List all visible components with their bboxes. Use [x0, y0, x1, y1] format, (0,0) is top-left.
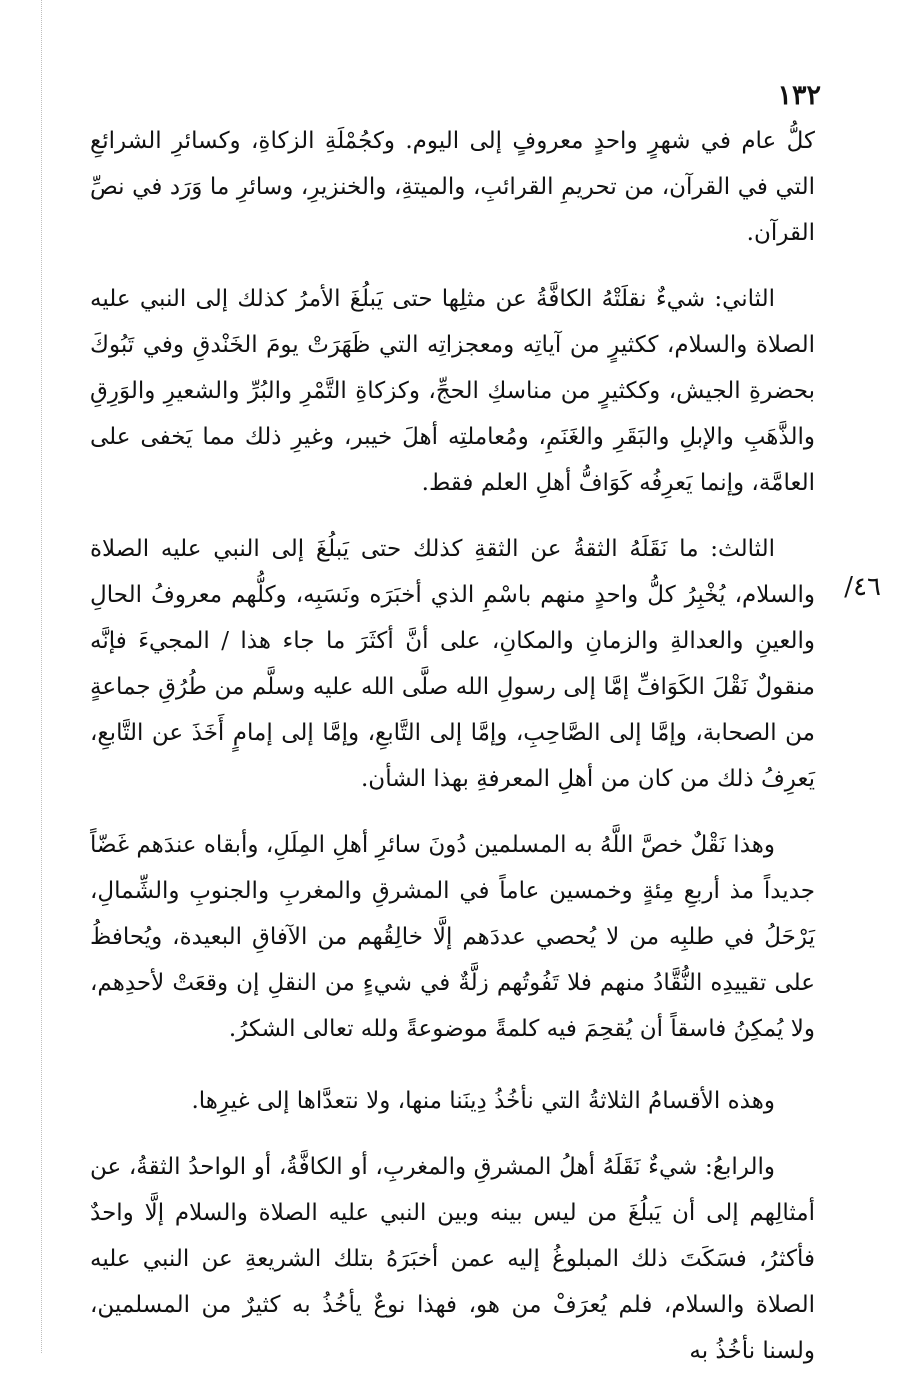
margin-page-reference: ٤٦/: [844, 572, 881, 602]
page-number: ١٣٢: [777, 80, 821, 111]
paragraph-three-categories-summary: وهذه الأقسامُ الثلاثةُ التي نأخُذُ دِينَنا منها، ولا نتعدَّاها إلى غيرِها.: [191, 1088, 775, 1114]
paragraph-second-category: الثاني: شيءٌ نقلَتْهُ الكافَّةُ عن مثلِها حتى يَبلُغَ الأمرُ كذلك إلى النبي عليه الصلاة والسلام، ككثيرٍ من آياتِه ومعجزاتِه التي ظَهَرَتْ يومَ الخَنْدقِ وفي تَبُوكَ بحضرةِ الجيش، وككثيرٍ من مناسكِ الحجِّ، وكزكاةِ التَّمْرِ والبُرِّ والشعيرِ والوَرِقِ والذَّهَبِ والإبلِ والبَقَرِ والغَنَمِ، ومُعاملتِه أهلَ خيبر، وغيرِ ذلك مما يَخفى على العامَّة، وإنما يَعرِفُه كَوَافُّ أهلِ العلم فقط.: [90, 286, 815, 496]
page-body: [90, 118, 815, 1394]
paragraph-continuation: كلُّ عام في شهرٍ واحدٍ معروفٍ إلى اليوم. وكجُمْلَةِ الزكاةِ، وكسائرِ الشرائعِ التي في القرآن، من تحريمِ القرائبِ، والميتةِ، والخنزيرِ، وسائرِ ما وَرَد في نصِّ القرآن.: [90, 128, 815, 246]
scan-edge-line: [41, 0, 42, 1353]
paragraph-transmission-praise: وهذا نَقْلٌ خصَّ اللَّهُ به المسلمين دُونَ سائرِ أهلِ المِلَلِ، وأبقاه عندَهم غَضّاً جديداً مذ أربعِ مِئةٍ وخمسين عاماً في المشرقِ والمغربِ والجنوبِ والشِّمالِ، يَرْحَلُ في طلبِه من لا يُحصي عددَهم إلَّا خالِقُهم من الآفاقِ البعيدة، ويُحافظُ على تقييدِه النُّقَّادُ منهم فلا تَفُوتُهم زلَّةٌ في شيءٍ من النقلِ إن وقعَتْ لأحدِهم، ولا يُمكِنُ فاسقاً أن يُقحِمَ فيه كلمةً موضوعةً ولله تعالى الشكرُ.: [90, 832, 815, 1042]
paragraph-fourth-category: والرابعُ: شيءٌ نَقَلَهُ أهلُ المشرقِ والمغربِ، أو الكافَّةُ، أو الواحدُ الثقةُ، عن أمثالِهم إلى أن يَبلُغَ من ليس بينه وبين النبي عليه الصلاة والسلام إلَّا واحدٌ فأكثرُ، فسَكَتَ ذلك المبلوغُ إليه عمن أخبَرَهُ بتلك الشريعةِ عن النبي عليه الصلاة والسلام، فلم يُعرَفْ من هو، فهذا نوعٌ يأخُذُ به كثيرٌ من المسلمين، ولسنا نأخُذُ به: [90, 1154, 815, 1364]
paragraph-third-category: الثالث: ما نَقَلَهُ الثقةُ عن الثقةِ كذلك حتى يَبلُغَ إلى النبي عليه الصلاة والسلام، يُخْبِرُ كلُّ واحدٍ منهم باسْمِ الذي أخبَرَه ونَسَبِه، وكلُّهم معروفُ الحالِ والعينِ والعدالةِ والزمانِ والمكانِ، على أنَّ أكثَرَ ما جاء هذا / المجيءَ فإنَّه منقولٌ نَقْلَ الكَوَافِّ إمَّا إلى رسولِ الله صلَّى الله عليه وسلَّم من طُرُقِ جماعةٍ من الصحابة، وإمَّا إلى الصَّاحِبِ، وإمَّا إلى التَّابعِ، وإمَّا إلى إمامٍ أَخَذَ عن التَّابعِ، يَعرِفُ ذلك من كان من أهلِ المعرفةِ بهذا الشأن.: [90, 536, 815, 792]
